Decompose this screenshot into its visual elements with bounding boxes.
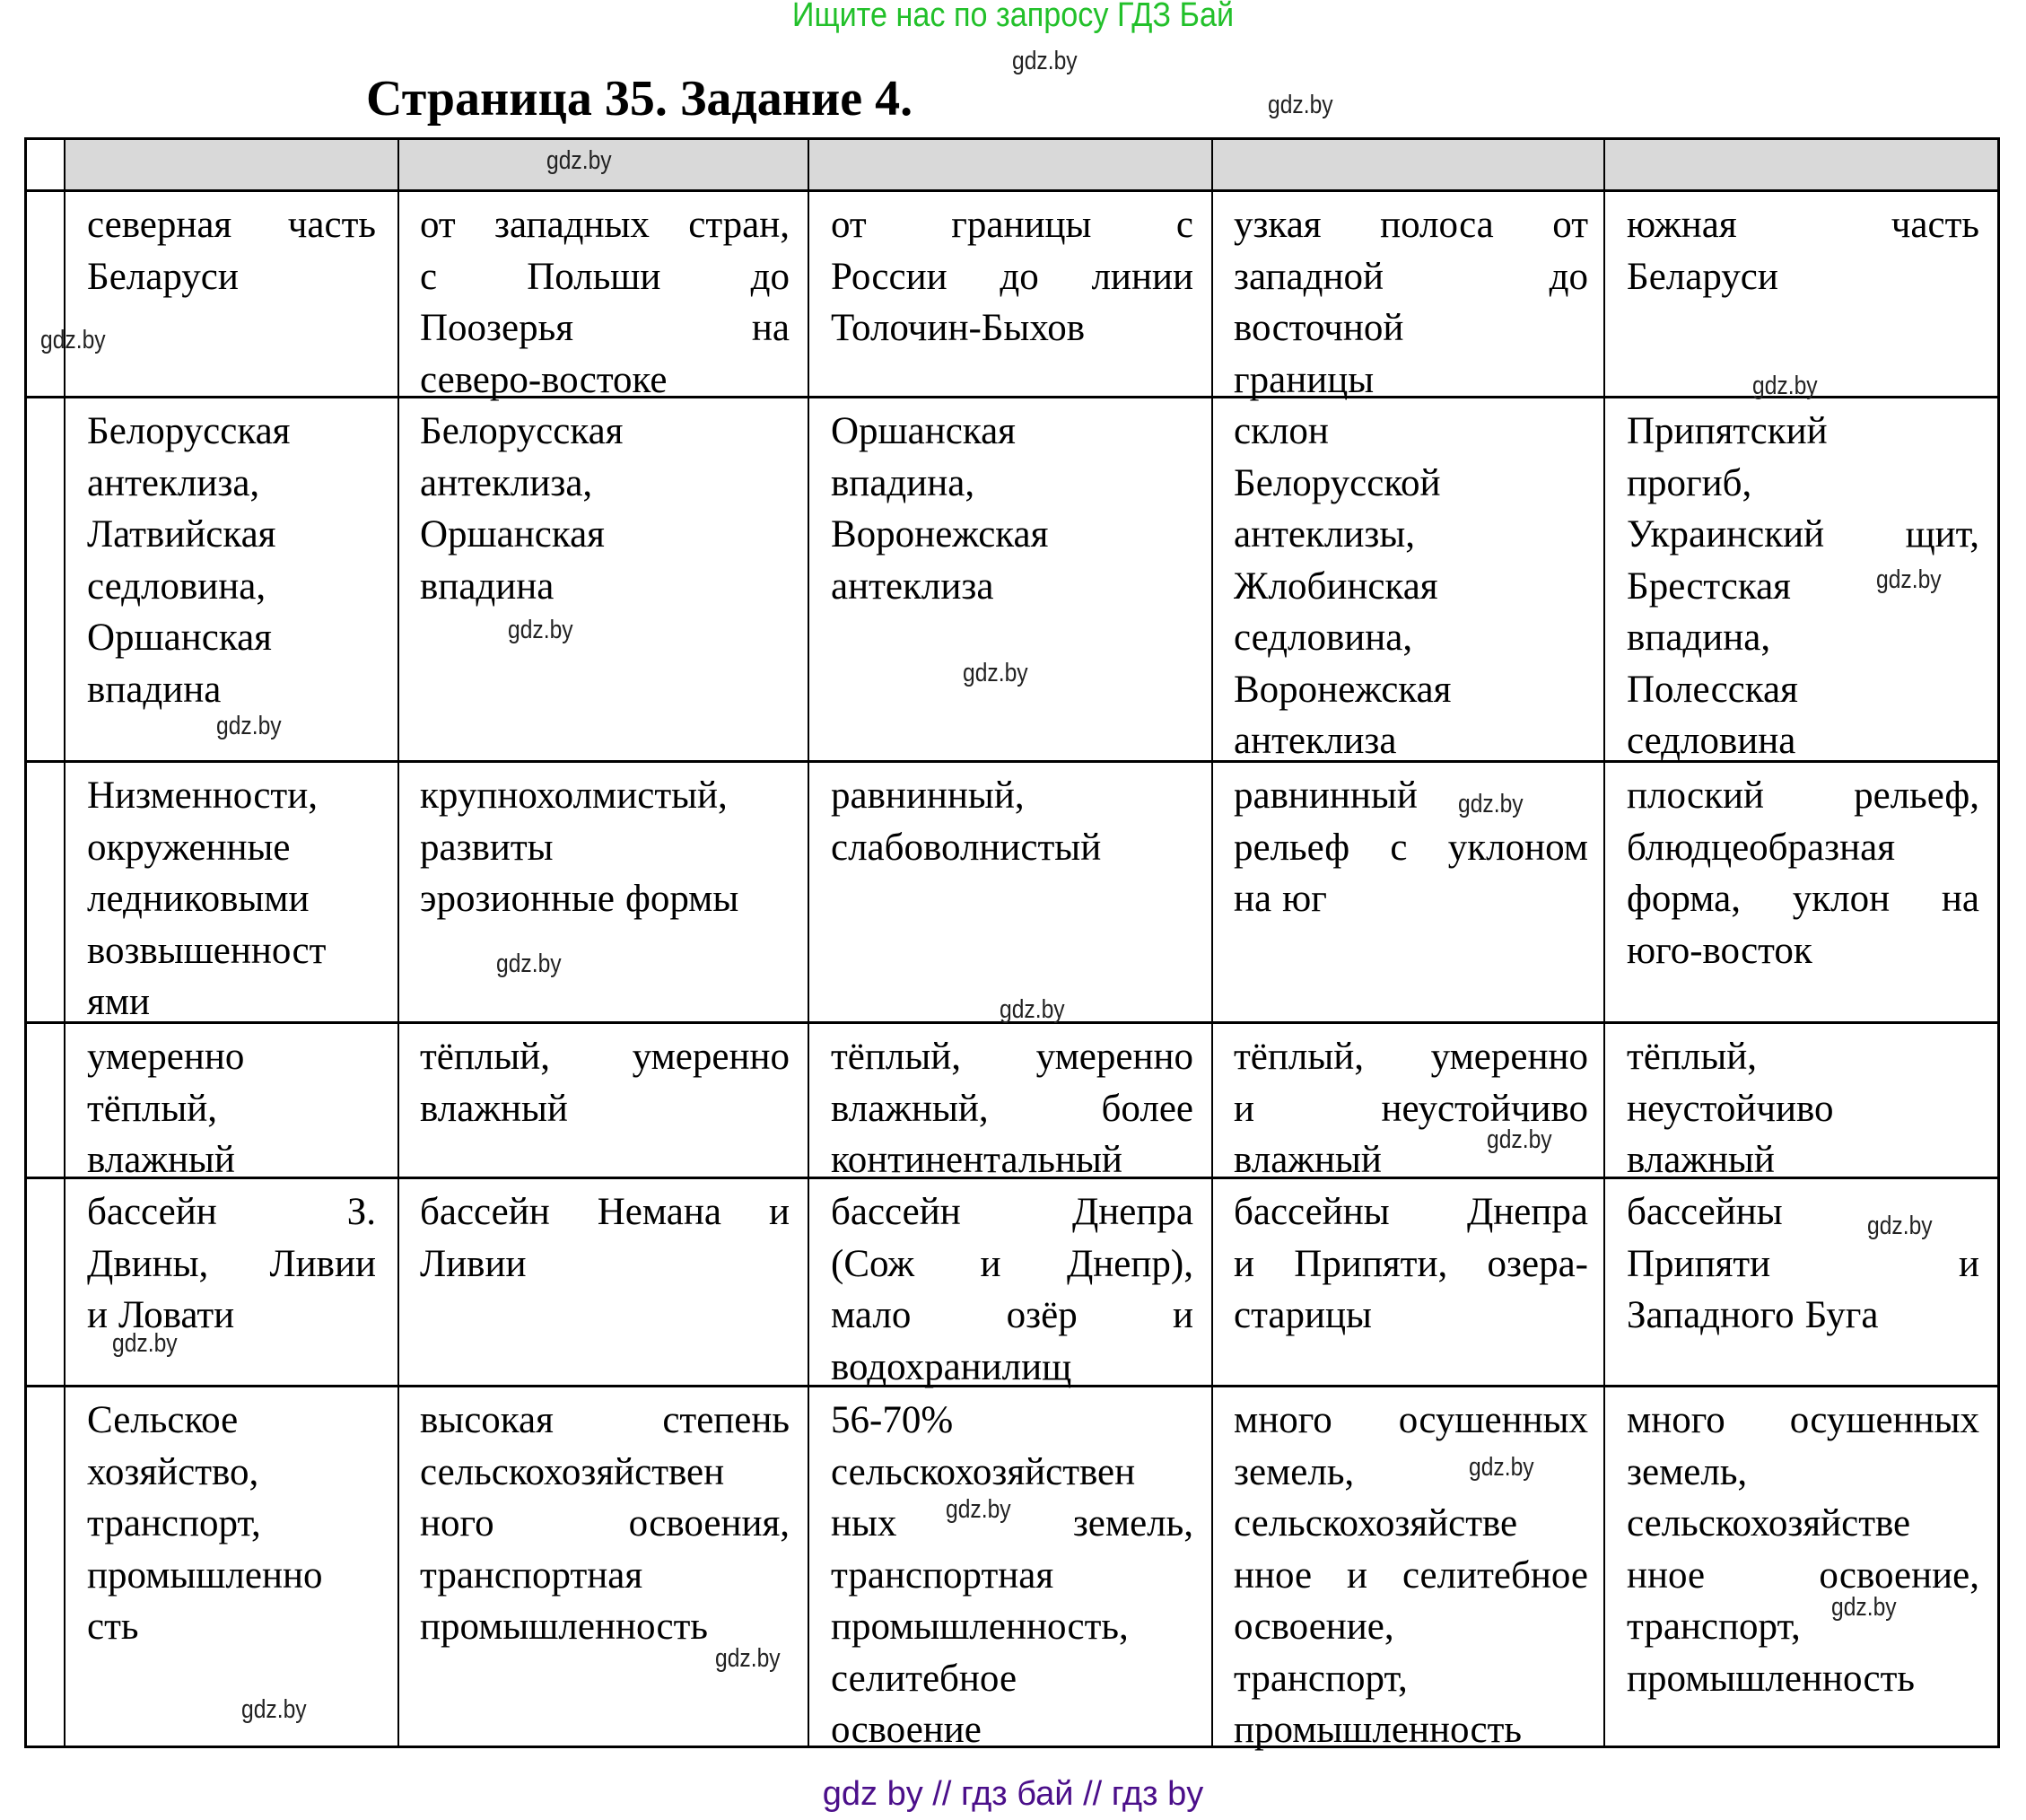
cell-line: мало озёр и	[831, 1294, 1193, 1336]
cell-line: Белорусская	[420, 410, 624, 452]
cell-line: Беларуси	[1627, 255, 1778, 298]
column-divider	[1603, 137, 1605, 1748]
cell-line: Белорусская	[87, 410, 291, 452]
table-cell	[1234, 406, 1588, 767]
watermark: gdz.by	[216, 712, 282, 740]
cell-line: тёплый, умеренно	[420, 1036, 790, 1078]
table-cell	[1234, 1186, 1588, 1342]
table-cell	[420, 1395, 790, 1653]
table-cell	[831, 1186, 1193, 1393]
table-cell	[831, 770, 1193, 873]
cell-line: Жлобинская	[1234, 564, 1438, 608]
table-cell	[1234, 1395, 1588, 1756]
cell-line: России до линии	[831, 255, 1193, 298]
cell-line: седловина,	[87, 564, 266, 608]
watermark: gdz.by	[1000, 995, 1065, 1024]
cell-line: сельскохозяйствен	[831, 1450, 1136, 1493]
cell-line: умеренно	[87, 1036, 245, 1078]
cell-line: северная часть	[87, 204, 376, 246]
cell-line: рельеф с уклоном	[1234, 826, 1588, 869]
cell-line: промышленность	[420, 1606, 709, 1648]
watermark: gdz.by	[1876, 565, 1942, 594]
cell-line: влажный	[420, 1087, 568, 1130]
cell-line: много осушенных	[1234, 1399, 1588, 1441]
cell-line: северо-востоке	[420, 358, 668, 401]
cell-line: сть	[87, 1606, 139, 1648]
watermark: gdz.by	[1469, 1453, 1534, 1482]
cell-line: крупнохолмистый,	[420, 774, 728, 817]
table-cell	[1627, 770, 1979, 976]
cell-line: ледниковыми	[87, 878, 310, 920]
watermark: gdz.by	[946, 1495, 1011, 1524]
cell-line: с Польши до	[420, 255, 790, 298]
cell-line: тёплый,	[1627, 1036, 1757, 1078]
cell-line: Белорусской	[1234, 461, 1441, 504]
cell-line: промышленно	[87, 1553, 323, 1597]
watermark: gdz.by	[1012, 47, 1078, 75]
cell-line: Сельское	[87, 1399, 239, 1441]
cell-line: влажный, более	[831, 1087, 1193, 1130]
table-cell	[1234, 770, 1588, 925]
column-divider	[397, 137, 399, 1748]
cell-line: ного освоения,	[420, 1502, 790, 1544]
cell-line: седловина,	[1234, 617, 1413, 659]
cell-line: транспорт,	[1234, 1657, 1408, 1700]
cell-line: влажный	[87, 1139, 235, 1181]
cell-line: влажный	[1234, 1139, 1382, 1181]
table-cell	[87, 770, 376, 1028]
table-cell	[420, 1031, 790, 1134]
table-cell	[831, 406, 1193, 612]
cell-line: транспорт,	[87, 1502, 261, 1544]
cell-line: тёплый, умеренно	[831, 1036, 1193, 1078]
table-cell	[87, 199, 376, 302]
cell-line: окруженные	[87, 826, 291, 869]
watermark: gdz.by	[1752, 372, 1818, 400]
table-cell	[420, 406, 790, 612]
watermark: gdz.by	[496, 949, 562, 978]
cell-line: восточной	[1234, 307, 1404, 349]
cell-line: антеклиза,	[87, 461, 260, 504]
cell-line: антеклиза,	[420, 461, 593, 504]
cell-line: Оршанская	[87, 617, 272, 659]
column-divider	[1211, 137, 1213, 1748]
cell-line: на юг	[1234, 878, 1327, 920]
cell-line: и Ловати	[87, 1294, 235, 1336]
cell-line: бассейны Днепра	[1234, 1191, 1588, 1233]
cell-line: слабоволнистый	[831, 826, 1102, 869]
cell-line: сельскохозяйстве	[1234, 1502, 1518, 1544]
cell-line: блюдцеобразная	[1627, 826, 1896, 869]
cell-line: промышленность,	[831, 1606, 1129, 1648]
cell-line: Припяти и	[1627, 1242, 1979, 1285]
watermark: gdz.by	[1268, 91, 1333, 119]
table-cell	[1234, 199, 1588, 406]
cell-line: седловина	[1627, 720, 1796, 762]
cell-line: водохранилищ	[831, 1345, 1072, 1388]
watermark: gdz.by	[40, 326, 106, 354]
cell-line: равнинный	[1234, 774, 1418, 817]
table-cell	[87, 1186, 376, 1342]
watermark: gdz.by	[715, 1644, 781, 1673]
cell-line: развиты	[420, 826, 554, 869]
table-cell	[87, 1031, 376, 1186]
table-cell	[831, 1395, 1193, 1756]
watermark: gdz.by	[963, 659, 1028, 687]
cell-line: Полесская	[1627, 668, 1798, 711]
cell-line: и Припяти, озера-	[1234, 1242, 1588, 1285]
cell-line: транспортная	[420, 1553, 643, 1597]
table-cell	[831, 1031, 1193, 1186]
cell-line: Оршанская	[831, 410, 1016, 452]
promo-banner[interactable]: Ищите нас по запросу ГДЗ Бай	[791, 0, 1235, 34]
cell-line: (Сож и Днепр),	[831, 1242, 1193, 1285]
watermark: gdz.by	[241, 1695, 307, 1724]
cell-line: тёплый,	[87, 1087, 217, 1130]
watermark: gdz.by	[508, 616, 573, 644]
cell-line: промышленность	[1234, 1709, 1523, 1751]
cell-line: тёплый, умеренно	[1234, 1036, 1588, 1078]
table-cell	[1627, 1395, 1979, 1704]
cell-line: земель,	[1627, 1450, 1748, 1493]
cell-line: ями	[87, 981, 151, 1023]
cell-line: промышленность	[1627, 1657, 1916, 1700]
watermark: gdz.by	[1487, 1125, 1552, 1154]
column-divider	[64, 137, 65, 1748]
cell-line: впадина	[87, 668, 222, 711]
cell-line: Брестская	[1627, 564, 1791, 608]
watermark: gdz.by	[1867, 1212, 1933, 1240]
watermark: gdz.by	[1458, 790, 1524, 818]
watermark: gdz.by	[112, 1329, 178, 1358]
watermark: gdz.by	[1831, 1593, 1897, 1622]
table-cell	[1234, 1031, 1588, 1186]
cell-line: селитебное	[831, 1657, 1017, 1700]
cell-line: Двины, Ливии	[87, 1242, 376, 1285]
cell-line: южная часть	[1627, 204, 1979, 246]
cell-line: Западного Буга	[1627, 1294, 1879, 1336]
cell-line: форма, уклон на	[1627, 878, 1979, 920]
table-cell	[87, 1395, 376, 1653]
row-divider	[24, 396, 2000, 398]
footer-links[interactable]: gdz by // гдз бай // гдз by	[822, 1775, 1204, 1813]
cell-line: ных земель,	[831, 1502, 1193, 1544]
cell-line: Припятский	[1627, 410, 1828, 452]
cell-line: континентальный	[831, 1139, 1122, 1181]
cell-line: Ливии	[420, 1242, 527, 1285]
cell-line: нное и селитебное	[1234, 1553, 1588, 1597]
cell-line: Воронежская	[1234, 668, 1452, 711]
row-divider	[24, 189, 2000, 192]
table-cell	[1627, 1031, 1979, 1186]
cell-line: бассейн Днепра	[831, 1191, 1193, 1233]
table-cell	[1627, 199, 1979, 302]
table-cell	[1627, 1186, 1979, 1342]
table-cell	[87, 406, 376, 715]
watermark: gdz.by	[546, 146, 612, 175]
cell-line: границы	[1234, 358, 1375, 401]
cell-line: западной до	[1234, 255, 1588, 298]
cell-line: неустойчиво	[1627, 1087, 1834, 1130]
cell-line: склон	[1234, 410, 1329, 452]
cell-line: плоский рельеф,	[1627, 774, 1979, 817]
cell-line: хозяйство,	[87, 1450, 259, 1493]
cell-line: прогиб,	[1627, 461, 1752, 504]
cell-line: влажный	[1627, 1139, 1775, 1181]
cell-line: антеклиза	[831, 564, 994, 608]
cell-line: много осушенных	[1627, 1399, 1979, 1441]
cell-line: 56-70%	[831, 1399, 954, 1441]
table-cell	[420, 199, 790, 406]
cell-line: Латвийская	[87, 513, 276, 556]
cell-line: юго-восток	[1627, 929, 1812, 972]
cell-line: сельскохозяйстве	[1627, 1502, 1911, 1544]
cell-line: земель,	[1234, 1450, 1355, 1493]
cell-line: старицы	[1234, 1294, 1372, 1336]
cell-line: освоение	[831, 1709, 982, 1751]
cell-line: равнинный,	[831, 774, 1025, 817]
cell-line: сельскохозяйствен	[420, 1450, 725, 1493]
cell-line: антеклиза	[1234, 720, 1397, 762]
cell-line: бассейн З.	[87, 1191, 376, 1233]
table-cell	[831, 199, 1193, 354]
cell-line: освоение,	[1234, 1606, 1394, 1648]
cell-line: узкая полоса от	[1234, 204, 1588, 246]
cell-line: от западных стран,	[420, 204, 790, 246]
table-cell	[420, 1186, 790, 1290]
cell-line: впадина,	[1627, 617, 1771, 659]
cell-line: антеклизы,	[1234, 513, 1415, 556]
cell-line: эрозионные формы	[420, 878, 739, 920]
cell-line: впадина,	[831, 461, 975, 504]
cell-line: Толочин-Быхов	[831, 307, 1086, 349]
cell-line: Поозерья на	[420, 307, 790, 349]
cell-line: Низменности,	[87, 774, 318, 817]
table-cell	[420, 770, 790, 925]
cell-line: транспортная	[831, 1553, 1054, 1597]
cell-line: от границы с	[831, 204, 1193, 246]
cell-line: Беларуси	[87, 255, 239, 298]
cell-line: возвышенност	[87, 929, 327, 972]
column-divider	[808, 137, 809, 1748]
cell-line: нное освоение,	[1627, 1553, 1979, 1597]
cell-line: бассейн Немана и	[420, 1191, 790, 1233]
cell-line: и неустойчиво	[1234, 1087, 1588, 1130]
cell-line: Оршанская	[420, 513, 605, 556]
page-title: Страница 35. Задание 4.	[366, 71, 913, 127]
cell-line: высокая степень	[420, 1399, 790, 1441]
cell-line: Украинский щит,	[1627, 513, 1979, 556]
cell-line: Воронежская	[831, 513, 1049, 556]
cell-line: впадина	[420, 564, 555, 608]
cell-line: транспорт,	[1627, 1606, 1801, 1648]
cell-line: бассейны	[1627, 1191, 1783, 1233]
